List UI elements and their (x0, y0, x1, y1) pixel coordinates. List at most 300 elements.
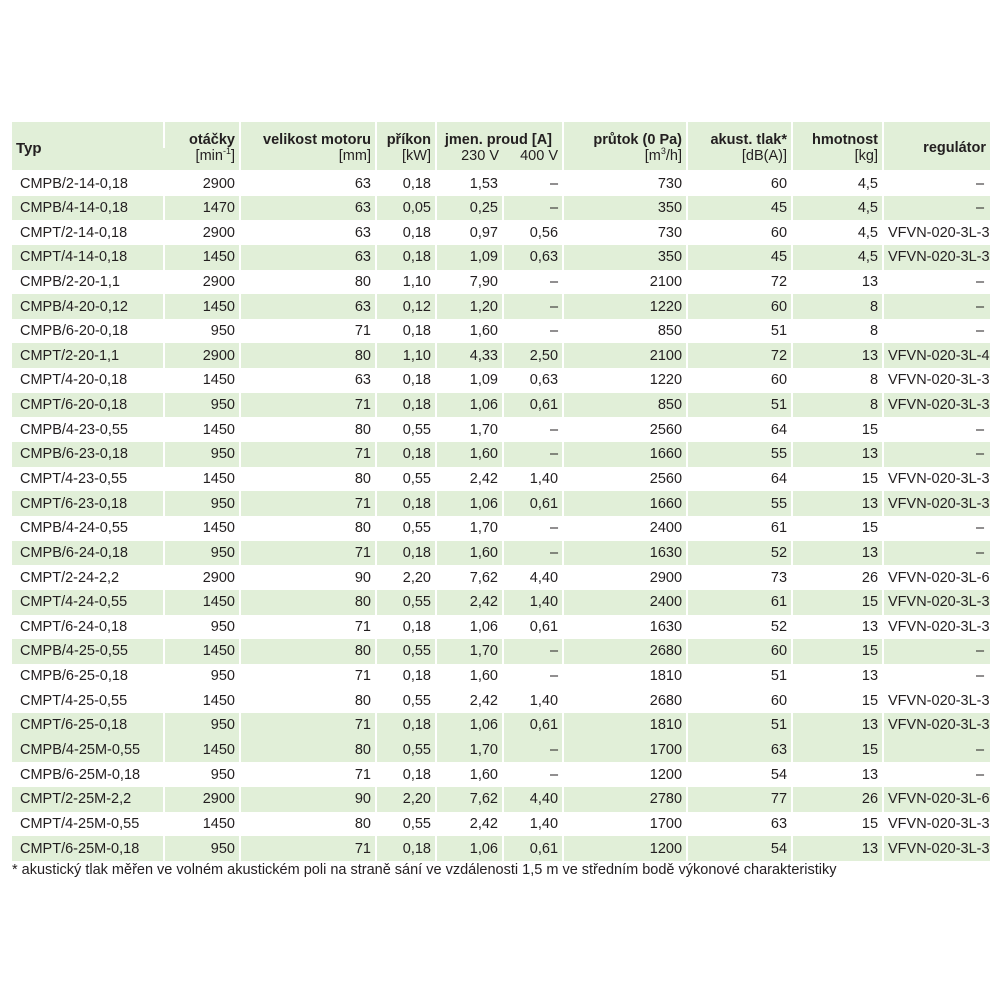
cell-akust-tlak: 45 (687, 196, 792, 221)
cell-proud-400: – (503, 516, 563, 541)
cell-prikon: 0,18 (376, 541, 436, 566)
cell-prutok: 1660 (563, 442, 687, 467)
cell-otacky: 1450 (164, 294, 240, 319)
cell-prutok: 2100 (563, 343, 687, 368)
cell-prikon: 0,05 (376, 196, 436, 221)
cell-hmotnost: 4,5 (792, 245, 883, 270)
header-typ: Typ (16, 139, 42, 157)
cell-velikost: 71 (240, 762, 376, 787)
cell-proud-230: 1,60 (436, 664, 503, 689)
cell-hmotnost: 13 (792, 343, 883, 368)
cell-hmotnost: 15 (792, 639, 883, 664)
cell-typ: CMPT/4-24-0,55 (20, 594, 128, 611)
cell-hmotnost: 8 (792, 368, 883, 393)
cell-regulator: VFVN-020-3L-3 (883, 713, 990, 738)
table-row (12, 836, 990, 861)
cell-hmotnost: 15 (792, 516, 883, 541)
cell-regulator: – (883, 541, 990, 566)
cell-regulator: – (883, 738, 990, 763)
cell-proud-400: 1,40 (503, 467, 563, 492)
table-row (12, 615, 990, 640)
cell-prutok: 1220 (563, 294, 687, 319)
cell-prikon: 0,55 (376, 688, 436, 713)
cell-prikon: 0,18 (376, 664, 436, 689)
cell-otacky: 2900 (164, 787, 240, 812)
cell-otacky: 950 (164, 393, 240, 418)
cell-akust-tlak: 52 (687, 541, 792, 566)
cell-typ: CMPT/2-25M-2,2 (20, 791, 132, 808)
cell-akust-tlak: 72 (687, 270, 792, 295)
cell-proud-400: 0,61 (503, 393, 563, 418)
cell-otacky: 1450 (164, 245, 240, 270)
cell-proud-230: 1,06 (436, 836, 503, 861)
cell-prikon: 0,18 (376, 442, 436, 467)
cell-otacky: 2900 (164, 343, 240, 368)
cell-prutok: 2400 (563, 516, 687, 541)
table-row (12, 565, 990, 590)
cell-hmotnost: 8 (792, 294, 883, 319)
cell-hmotnost: 13 (792, 615, 883, 640)
cell-typ: CMPB/4-14-0,18 (20, 199, 128, 216)
cell-proud-400: – (503, 171, 563, 196)
cell-proud-230: 1,60 (436, 762, 503, 787)
cell-prikon: 0,18 (376, 319, 436, 344)
cell-otacky: 2900 (164, 270, 240, 295)
cell-otacky: 1450 (164, 812, 240, 837)
header-velikost-unit: [mm] (240, 148, 376, 171)
cell-akust-tlak: 55 (687, 442, 792, 467)
cell-prikon: 0,55 (376, 738, 436, 763)
table-header (12, 122, 990, 171)
unit-sup: -1 (222, 146, 231, 157)
cell-prikon: 0,55 (376, 516, 436, 541)
cell-typ: CMPB/4-24-0,55 (20, 520, 128, 537)
cell-akust-tlak: 60 (687, 688, 792, 713)
table-row (12, 343, 990, 368)
cell-regulator: VFVN-020-3L-3 (883, 491, 990, 516)
cell-velikost: 63 (240, 171, 376, 196)
cell-prikon: 0,18 (376, 615, 436, 640)
unit-text: [min (195, 148, 223, 164)
cell-typ: CMPT/6-25M-0,18 (20, 840, 140, 857)
cell-akust-tlak: 51 (687, 319, 792, 344)
header-prutok-unit (563, 148, 687, 171)
cell-hmotnost: 15 (792, 738, 883, 763)
cell-prikon: 0,55 (376, 467, 436, 492)
cell-regulator: VFVN-020-3L-3 (883, 590, 990, 615)
cell-prikon: 0,18 (376, 393, 436, 418)
cell-regulator: VFVN-020-3L-3 (883, 836, 990, 861)
cell-prikon: 0,18 (376, 368, 436, 393)
cell-proud-400: 4,40 (503, 787, 563, 812)
cell-proud-230: 1,70 (436, 417, 503, 442)
cell-proud-400: 0,61 (503, 713, 563, 738)
cell-regulator: VFVN-020-3L-4 (883, 343, 990, 368)
cell-proud-230: 7,62 (436, 787, 503, 812)
cell-otacky: 1470 (164, 196, 240, 221)
cell-hmotnost: 13 (792, 541, 883, 566)
cell-otacky: 1450 (164, 417, 240, 442)
cell-prikon: 0,18 (376, 836, 436, 861)
unit-text: [m (644, 148, 661, 164)
cell-prikon: 0,55 (376, 590, 436, 615)
cell-proud-230: 2,42 (436, 812, 503, 837)
cell-velikost: 63 (240, 294, 376, 319)
cell-prutok: 350 (563, 245, 687, 270)
cell-akust-tlak: 60 (687, 368, 792, 393)
cell-akust-tlak: 52 (687, 615, 792, 640)
header-otacky: otáčky (164, 122, 240, 148)
cell-proud-400: – (503, 270, 563, 295)
table-row (12, 590, 990, 615)
cell-prutok: 2680 (563, 688, 687, 713)
cell-proud-230: 2,42 (436, 467, 503, 492)
cell-velikost: 63 (240, 220, 376, 245)
cell-hmotnost: 26 (792, 565, 883, 590)
cell-proud-230: 2,42 (436, 590, 503, 615)
header-proud-230: 230 V (436, 148, 503, 171)
cell-proud-230: 1,60 (436, 442, 503, 467)
cell-prikon: 1,10 (376, 343, 436, 368)
cell-regulator: – (883, 319, 990, 344)
cell-prutok: 2400 (563, 590, 687, 615)
cell-velikost: 71 (240, 713, 376, 738)
cell-proud-400: 1,40 (503, 590, 563, 615)
cell-otacky: 1450 (164, 368, 240, 393)
cell-proud-400: 0,56 (503, 220, 563, 245)
cell-typ: CMPT/4-14-0,18 (20, 249, 128, 266)
cell-prutok: 1660 (563, 491, 687, 516)
table-row (12, 196, 990, 221)
cell-otacky: 2900 (164, 220, 240, 245)
cell-otacky: 950 (164, 319, 240, 344)
cell-hmotnost: 4,5 (792, 196, 883, 221)
cell-velikost: 63 (240, 245, 376, 270)
cell-akust-tlak: 54 (687, 762, 792, 787)
cell-akust-tlak: 63 (687, 812, 792, 837)
cell-proud-400: – (503, 664, 563, 689)
table-row (12, 738, 990, 763)
cell-proud-400: – (503, 541, 563, 566)
cell-prutok: 1810 (563, 713, 687, 738)
header-hmotnost: hmotnost (792, 122, 883, 148)
cell-akust-tlak: 51 (687, 393, 792, 418)
cell-hmotnost: 8 (792, 393, 883, 418)
cell-akust-tlak: 72 (687, 343, 792, 368)
cell-prikon: 1,10 (376, 270, 436, 295)
header-akust-unit: [dB(A)] (687, 148, 792, 171)
cell-otacky: 950 (164, 615, 240, 640)
cell-otacky: 1450 (164, 516, 240, 541)
cell-velikost: 80 (240, 639, 376, 664)
cell-akust-tlak: 73 (687, 565, 792, 590)
cell-otacky: 1450 (164, 639, 240, 664)
table-row (12, 762, 990, 787)
cell-proud-400: 1,40 (503, 688, 563, 713)
cell-proud-400: 0,61 (503, 836, 563, 861)
cell-typ: CMPB/6-20-0,18 (20, 323, 128, 340)
header-prikon: příkon (376, 122, 436, 148)
cell-akust-tlak: 64 (687, 467, 792, 492)
cell-proud-230: 2,42 (436, 688, 503, 713)
cell-akust-tlak: 61 (687, 590, 792, 615)
cell-proud-400: – (503, 762, 563, 787)
cell-velikost: 80 (240, 270, 376, 295)
cell-velikost: 63 (240, 368, 376, 393)
cell-akust-tlak: 45 (687, 245, 792, 270)
table-row (12, 319, 990, 344)
header-prikon-unit: [kW] (376, 148, 436, 171)
cell-regulator: VFVN-020-3L-6 (883, 787, 990, 812)
cell-hmotnost: 13 (792, 762, 883, 787)
cell-prutok: 1220 (563, 368, 687, 393)
cell-regulator: VFVN-020-3L-3 (883, 812, 990, 837)
cell-proud-230: 1,06 (436, 491, 503, 516)
table-row (12, 787, 990, 812)
cell-prutok: 1700 (563, 812, 687, 837)
cell-typ: CMPT/2-14-0,18 (20, 224, 128, 241)
header-regulator: regulátor (883, 122, 990, 171)
cell-proud-230: 1,60 (436, 319, 503, 344)
cell-typ: CMPT/4-20-0,18 (20, 372, 128, 389)
table-row (12, 713, 990, 738)
unit-text: ] (230, 148, 235, 164)
cell-proud-230: 1,20 (436, 294, 503, 319)
cell-prutok: 2560 (563, 417, 687, 442)
cell-prutok: 730 (563, 220, 687, 245)
cell-prutok: 2100 (563, 270, 687, 295)
cell-prutok: 850 (563, 393, 687, 418)
cell-regulator: VFVN-020-3L-3 (883, 615, 990, 640)
header-velikost-motoru: velikost motoru (240, 122, 376, 148)
cell-akust-tlak: 54 (687, 836, 792, 861)
cell-akust-tlak: 63 (687, 738, 792, 763)
cell-regulator: VFVN-020-3L-3 (883, 467, 990, 492)
cell-akust-tlak: 51 (687, 713, 792, 738)
cell-typ: CMPB/2-20-1,1 (20, 273, 120, 290)
cell-proud-230: 1,09 (436, 368, 503, 393)
cell-typ: CMPB/6-25M-0,18 (20, 766, 141, 783)
cell-regulator: – (883, 442, 990, 467)
cell-regulator: – (883, 196, 990, 221)
cell-typ: CMPT/6-25-0,18 (20, 717, 128, 734)
cell-prutok: 1700 (563, 738, 687, 763)
table-row (12, 220, 990, 245)
cell-prikon: 0,55 (376, 639, 436, 664)
cell-akust-tlak: 60 (687, 294, 792, 319)
table-row (12, 368, 990, 393)
cell-proud-400: 0,61 (503, 491, 563, 516)
cell-regulator: – (883, 516, 990, 541)
cell-prutok: 2780 (563, 787, 687, 812)
cell-hmotnost: 13 (792, 270, 883, 295)
cell-proud-230: 1,09 (436, 245, 503, 270)
table-row (12, 516, 990, 541)
cell-velikost: 80 (240, 688, 376, 713)
cell-prikon: 0,12 (376, 294, 436, 319)
cell-otacky: 950 (164, 442, 240, 467)
cell-hmotnost: 26 (792, 787, 883, 812)
cell-typ: CMPB/2-14-0,18 (20, 175, 128, 192)
cell-regulator: – (883, 270, 990, 295)
cell-proud-230: 1,70 (436, 738, 503, 763)
cell-prikon: 2,20 (376, 787, 436, 812)
cell-regulator: VFVN-020-3L-3 (883, 220, 990, 245)
cell-otacky: 2900 (164, 171, 240, 196)
table-row (12, 812, 990, 837)
cell-velikost: 71 (240, 836, 376, 861)
cell-proud-230: 1,06 (436, 713, 503, 738)
cell-prikon: 0,18 (376, 171, 436, 196)
header-jmen-proud (436, 122, 563, 148)
fan-spec-table (12, 122, 990, 861)
table-row (12, 442, 990, 467)
cell-otacky: 1450 (164, 467, 240, 492)
cell-akust-tlak: 64 (687, 417, 792, 442)
header-proud-400: 400 V (520, 148, 559, 164)
cell-hmotnost: 13 (792, 713, 883, 738)
cell-regulator: VFVN-020-3L-3 (883, 688, 990, 713)
cell-regulator: – (883, 294, 990, 319)
cell-proud-400: 0,63 (503, 245, 563, 270)
cell-velikost: 71 (240, 442, 376, 467)
cell-proud-230: 1,53 (436, 171, 503, 196)
cell-typ: CMPT/4-23-0,55 (20, 471, 128, 487)
cell-proud-230: 1,70 (436, 639, 503, 664)
cell-velikost: 71 (240, 491, 376, 516)
cell-velikost: 71 (240, 541, 376, 566)
cell-typ: CMPB/6-23-0,18 (20, 446, 128, 463)
cell-typ: CMPB/6-25-0,18 (20, 668, 128, 685)
cell-otacky: 2900 (164, 565, 240, 590)
cell-akust-tlak: 60 (687, 220, 792, 245)
cell-prutok: 350 (563, 196, 687, 221)
cell-proud-230: 1,60 (436, 541, 503, 566)
cell-regulator: VFVN-020-3L-6 (883, 565, 990, 590)
cell-typ: CMPB/6-24-0,18 (20, 544, 128, 561)
cell-proud-230: 7,90 (436, 270, 503, 295)
cell-otacky: 950 (164, 664, 240, 689)
footnote: * akustický tlak měřen ve volném akustickém poli na straně sání ve vzdálenosti 1,5 m ve středním bodě výkonové charakteristiky (12, 862, 837, 878)
cell-velikost: 71 (240, 319, 376, 344)
cell-proud-400: – (503, 319, 563, 344)
cell-typ: CMPT/6-24-0,18 (20, 618, 128, 635)
cell-prutok: 2560 (563, 467, 687, 492)
cell-velikost: 80 (240, 812, 376, 837)
cell-regulator: – (883, 417, 990, 442)
cell-otacky: 1450 (164, 688, 240, 713)
cell-proud-400: – (503, 738, 563, 763)
cell-typ: CMPB/4-23-0,55 (20, 421, 128, 438)
table-row (12, 491, 990, 516)
cell-hmotnost: 13 (792, 442, 883, 467)
cell-prutok: 730 (563, 171, 687, 196)
header-akust-tlak: akust. tlak* (687, 122, 792, 148)
cell-prutok: 1810 (563, 664, 687, 689)
cell-regulator: VFVN-020-3L-3 (883, 368, 990, 393)
cell-prikon: 2,20 (376, 565, 436, 590)
cell-velikost: 80 (240, 516, 376, 541)
cell-otacky: 950 (164, 541, 240, 566)
cell-akust-tlak: 55 (687, 491, 792, 516)
cell-prikon: 0,55 (376, 417, 436, 442)
header-jmen-proud-label: jmen. proud [A] (444, 132, 553, 148)
cell-otacky: 1450 (164, 738, 240, 763)
cell-hmotnost: 15 (792, 417, 883, 442)
cell-hmotnost: 15 (792, 812, 883, 837)
header-prutok: průtok (0 Pa) (563, 122, 687, 148)
cell-velikost: 71 (240, 664, 376, 689)
cell-hmotnost: 15 (792, 467, 883, 492)
cell-proud-400: – (503, 417, 563, 442)
fan-spec-table-container (12, 122, 990, 861)
table-row (12, 541, 990, 566)
cell-otacky: 950 (164, 713, 240, 738)
cell-hmotnost: 13 (792, 664, 883, 689)
cell-hmotnost: 15 (792, 688, 883, 713)
cell-typ: CMPT/6-23-0,18 (20, 495, 128, 512)
cell-velikost: 80 (240, 343, 376, 368)
cell-proud-400: 1,40 (503, 812, 563, 837)
cell-proud-400: – (503, 442, 563, 467)
cell-prutok: 2680 (563, 639, 687, 664)
table-row (12, 294, 990, 319)
cell-prikon: 0,18 (376, 491, 436, 516)
cell-velikost: 80 (240, 417, 376, 442)
table-row (12, 467, 990, 492)
cell-typ: CMPT/2-20-1,1 (20, 347, 120, 364)
cell-proud-400: – (503, 639, 563, 664)
cell-proud-400: 4,40 (503, 565, 563, 590)
cell-hmotnost: 13 (792, 836, 883, 861)
header-otacky-unit (164, 148, 240, 171)
cell-prutok: 1200 (563, 836, 687, 861)
cell-regulator: – (883, 639, 990, 664)
cell-proud-400: 0,61 (503, 615, 563, 640)
cell-prutok: 1630 (563, 541, 687, 566)
cell-velikost: 80 (240, 467, 376, 492)
cell-prikon: 0,18 (376, 762, 436, 787)
cell-prutok: 1630 (563, 615, 687, 640)
cell-typ: CMPB/4-20-0,12 (20, 298, 128, 315)
cell-akust-tlak: 60 (687, 171, 792, 196)
cell-regulator: – (883, 762, 990, 787)
cell-hmotnost: 4,5 (792, 220, 883, 245)
cell-typ: CMPB/4-25-0,55 (20, 643, 128, 660)
cell-typ: CMPT/2-24-2,2 (20, 569, 120, 586)
cell-akust-tlak: 61 (687, 516, 792, 541)
cell-proud-400: 2,50 (503, 343, 563, 368)
table-row (12, 639, 990, 664)
cell-regulator: – (883, 171, 990, 196)
cell-hmotnost: 4,5 (792, 171, 883, 196)
cell-hmotnost: 13 (792, 491, 883, 516)
cell-prutok: 1200 (563, 762, 687, 787)
cell-regulator: VFVN-020-3L-3 (883, 393, 990, 418)
cell-hmotnost: 15 (792, 590, 883, 615)
cell-proud-230: 0,97 (436, 220, 503, 245)
cell-otacky: 950 (164, 491, 240, 516)
cell-prikon: 0,18 (376, 713, 436, 738)
cell-velikost: 71 (240, 615, 376, 640)
table-row (12, 171, 990, 196)
table-row (12, 688, 990, 713)
table-body (12, 171, 990, 861)
table-row (12, 393, 990, 418)
cell-akust-tlak: 51 (687, 664, 792, 689)
table-row (12, 664, 990, 689)
cell-velikost: 71 (240, 393, 376, 418)
